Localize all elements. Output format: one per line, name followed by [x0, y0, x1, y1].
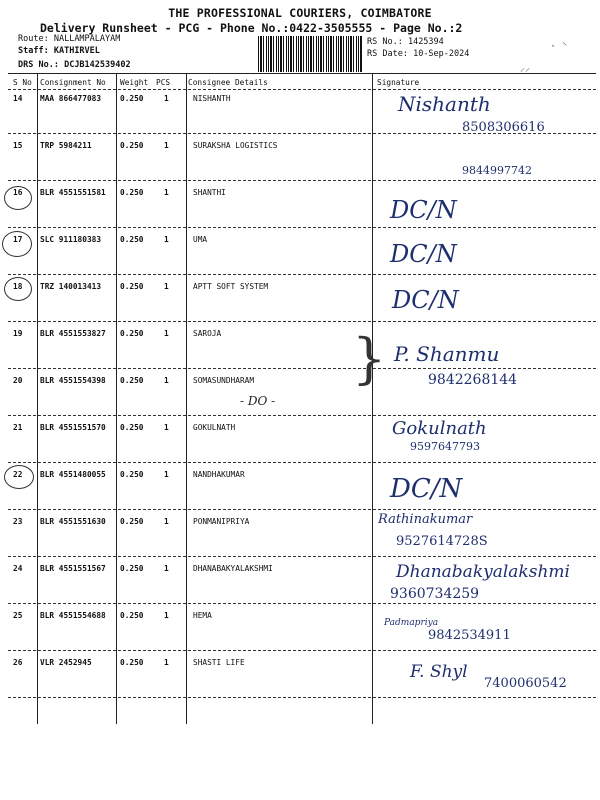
row-consignment-no: BLR 4551554688: [40, 611, 106, 620]
row-sno: 24: [13, 564, 23, 573]
row-pcs: 1: [164, 141, 169, 150]
row-consignment-no: VLR 2452945: [40, 658, 92, 667]
row-sno: 17: [13, 235, 23, 244]
row-pcs: 1: [164, 517, 169, 526]
row-consignment-no: BLR 4551551630: [40, 517, 106, 526]
col-header-sno: S No: [13, 78, 32, 87]
staff-value: KATHIRVEL: [53, 46, 100, 56]
row-consignment-no: BLR 4551551570: [40, 423, 106, 432]
row-consignment-no: BLR 4551553827: [40, 329, 106, 338]
staff-line: [18, 46, 100, 56]
row-consignment-no: BLR 4551551581: [40, 188, 106, 197]
col-divider: [372, 74, 373, 724]
row-consignee: SHANTHI: [193, 188, 226, 197]
row-signature: F. Shyl: [410, 662, 468, 682]
row-consignee: APTT SOFT SYSTEM: [193, 282, 269, 291]
rs-date-line: [367, 49, 469, 59]
col-header-weight: Weight: [120, 78, 149, 87]
row-consignee: SURAKSHA LOGISTICS: [193, 141, 278, 150]
staff-label: Staff:: [18, 46, 49, 56]
row-consignee: SOMASUNDHARAM: [193, 376, 255, 385]
col-header-consignee: Consignee Details: [188, 78, 268, 87]
route-line: [18, 34, 120, 44]
company-title: THE PROFESSIONAL COURIERS, COIMBATORE: [168, 6, 432, 20]
table-top-rule: [8, 73, 596, 74]
ditto-mark: - DO -: [240, 394, 276, 408]
route-value: NALLAMPALAYAM: [53, 34, 121, 44]
row-signature-phone: 9842534911: [428, 628, 511, 643]
row-signature: Nishanth: [398, 92, 491, 116]
row-signature: DC/N: [390, 474, 463, 504]
rs-date-value: 10-Sep-2024: [413, 49, 470, 59]
row-sno: 25: [13, 611, 23, 620]
stray-mark: ⸝⸝: [520, 63, 530, 74]
row-signature: DC/N: [392, 286, 459, 314]
row-separator: [8, 556, 596, 557]
row-separator: [8, 509, 596, 510]
row-sno: 20: [13, 376, 23, 385]
row-weight: 0.250: [120, 564, 144, 573]
row-pcs: 1: [164, 188, 169, 197]
row-sno: 19: [13, 329, 23, 338]
row-sno: 23: [13, 517, 23, 526]
row-consignee: PONMANIPRIYA: [193, 517, 250, 526]
row-pcs: 1: [164, 329, 169, 338]
rs-no-label: RS No.:: [367, 37, 403, 47]
row-separator: [8, 180, 596, 181]
row-signature-phone: 9844997742: [462, 164, 532, 177]
col-header-signature: Signature: [377, 78, 420, 87]
row-signature-phone: 7400060542: [484, 676, 567, 691]
row-sno: 22: [13, 470, 23, 479]
row-consignment-no: BLR 4551480055: [40, 470, 106, 479]
row-weight: 0.250: [120, 658, 144, 667]
row-consignment-no: TRP 5984211: [40, 141, 92, 150]
sno-circle: [4, 186, 32, 210]
row-separator: [8, 321, 596, 322]
row-separator: [8, 650, 596, 651]
row-consignment-no: MAA 866477083: [40, 94, 102, 103]
row-weight: 0.250: [120, 611, 144, 620]
runsheet-title: Delivery Runsheet - PCG - Phone No.:0422-3505555 - Page No.:2: [40, 21, 463, 35]
row-consignment-no: BLR 4551551567: [40, 564, 106, 573]
header-rule: [8, 89, 596, 90]
row-sno: 15: [13, 141, 23, 150]
row-pcs: 1: [164, 235, 169, 244]
row-consignee: UMA: [193, 235, 208, 244]
row-weight: 0.250: [120, 188, 144, 197]
col-divider: [186, 74, 187, 724]
row-pcs: 1: [164, 423, 169, 432]
row-consignee: GOKULNATH: [193, 423, 236, 432]
row-weight: 0.250: [120, 141, 144, 150]
col-divider: [37, 74, 38, 724]
row-pcs: 1: [164, 376, 169, 385]
row-weight: 0.250: [120, 329, 144, 338]
row-signature-phone: 8508306616: [462, 120, 545, 135]
col-header-pcs: PCS: [156, 78, 171, 87]
row-signature-phone: 9360734259: [390, 586, 480, 602]
barcode: [258, 36, 362, 72]
col-header-consignment: Consignment No: [40, 78, 106, 87]
row-pcs: 1: [164, 564, 169, 573]
row-weight: 0.250: [120, 282, 144, 291]
row-consignee: SAROJA: [193, 329, 222, 338]
row-consignee: SHASTI LIFE: [193, 658, 245, 667]
row-weight: 0.250: [120, 376, 144, 385]
row-weight: 0.250: [120, 235, 144, 244]
drs-line: [18, 60, 131, 70]
row-sno: 16: [13, 188, 23, 197]
row-consignee: DHANABAKYALAKSHMI: [193, 564, 273, 573]
row-sno: 14: [13, 94, 23, 103]
row-signature: Padmapriya: [384, 618, 439, 628]
row-signature-phone: 9527614728S: [396, 534, 488, 549]
route-label: Route:: [18, 34, 49, 44]
row-signature: Dhanabakyalakshmi: [396, 562, 570, 582]
row-weight: 0.250: [120, 470, 144, 479]
row-signature-phone: 9842268144: [428, 372, 518, 388]
col-divider: [116, 74, 117, 724]
row-separator: [8, 133, 596, 134]
row-separator: [8, 697, 596, 698]
row-separator: [8, 603, 596, 604]
sno-circle: [2, 231, 32, 257]
row-consignment-no: BLR 4551554398: [40, 376, 106, 385]
row-signature: Rathinakumar: [378, 512, 473, 527]
rs-no-value: 1425394: [407, 37, 444, 47]
sno-circle: [4, 465, 34, 489]
row-signature-phone: 9597647793: [410, 440, 480, 453]
row-signature: DC/N: [390, 196, 457, 224]
row-consignee: HEMA: [193, 611, 212, 620]
row-weight: 0.250: [120, 517, 144, 526]
row-weight: 0.250: [120, 94, 144, 103]
row-consignment-no: SLC 911180383: [40, 235, 102, 244]
row-signature: DC/N: [390, 240, 457, 268]
row-separator: [8, 462, 596, 463]
row-separator: [8, 415, 596, 416]
row-signature: P. Shanmu: [394, 342, 500, 366]
row-separator: [8, 368, 596, 369]
row-pcs: 1: [164, 94, 169, 103]
row-separator: [8, 274, 596, 275]
sno-circle: [4, 277, 32, 301]
drs-label: DRS No.:: [18, 60, 59, 70]
row-pcs: 1: [164, 470, 169, 479]
row-weight: 0.250: [120, 423, 144, 432]
stray-mark: · ⸌: [550, 41, 568, 52]
row-separator: [8, 227, 596, 228]
row-sno: 21: [13, 423, 23, 432]
brace-mark: }: [352, 327, 387, 390]
row-pcs: 1: [164, 611, 169, 620]
row-pcs: 1: [164, 658, 169, 667]
row-sno: 26: [13, 658, 23, 667]
row-consignee: NANDHAKUMAR: [193, 470, 245, 479]
row-consignment-no: TRZ 140013413: [40, 282, 102, 291]
row-sno: 18: [13, 282, 23, 291]
row-pcs: 1: [164, 282, 169, 291]
row-consignee: NISHANTH: [193, 94, 231, 103]
rs-date-label: RS Date:: [367, 49, 408, 59]
row-signature: Gokulnath: [392, 418, 487, 439]
rs-no-line: [367, 37, 444, 47]
drs-value: DCJB142539402: [64, 60, 131, 70]
